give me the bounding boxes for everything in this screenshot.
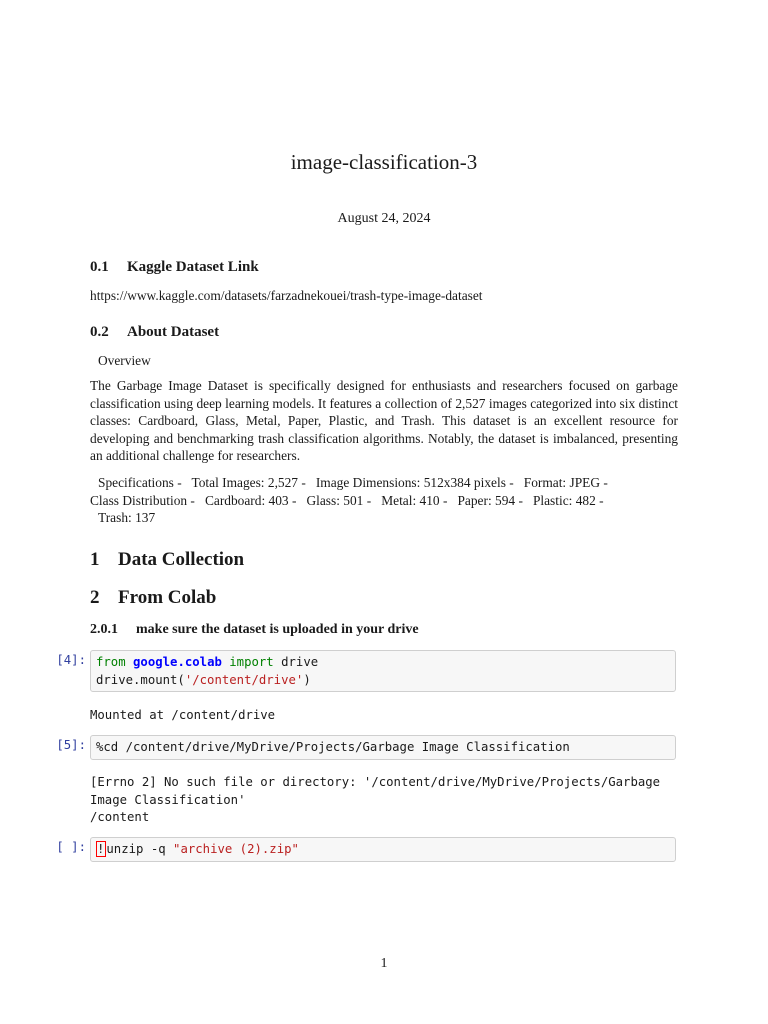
heading-data-collection xyxy=(90,549,244,571)
cell-prompt: [5]: xyxy=(56,738,86,752)
code-cell-unzip[interactable] xyxy=(90,837,676,862)
heading-upload-dataset xyxy=(90,622,419,638)
page-number: 1 xyxy=(380,956,388,971)
code-text: drive xyxy=(281,655,319,669)
heading-number: 1 xyxy=(90,549,100,570)
code-line: %cd /content/drive/MyDrive/Projects/Garbage Image Classification xyxy=(96,740,570,754)
keyword: import xyxy=(229,655,274,669)
overview-label: Overview xyxy=(98,353,151,368)
code-line xyxy=(96,653,670,671)
cell-output-path: /content xyxy=(90,810,150,824)
shell-bang: ! xyxy=(97,842,105,856)
string-literal: "archive (2).zip" xyxy=(173,842,299,856)
heading-text: About Dataset xyxy=(127,324,220,340)
cell-prompt: [4]: xyxy=(56,653,86,667)
kaggle-link[interactable]: https://www.kaggle.com/datasets/farzadnekouei/trash-type-image-dataset xyxy=(90,288,483,303)
keyword: from xyxy=(96,655,126,669)
heading-text: Data Collection xyxy=(118,549,245,570)
specs-line-2: Class Distribution - Cardboard: 403 - Glass: 501 - Metal: 410 - Paper: 594 - Plastic: 482 - xyxy=(90,493,604,508)
code-cell-cd[interactable] xyxy=(90,735,676,760)
specs-line-3: Trash: 137 xyxy=(98,510,156,525)
code-text: unzip -q xyxy=(106,842,174,856)
heading-text: make sure the dataset is uploaded in your drive xyxy=(136,622,419,637)
cell-output-error-line-2: Image Classification' xyxy=(90,793,246,807)
code-text: ) xyxy=(303,673,311,687)
code-line xyxy=(96,671,670,689)
module-name: google.colab xyxy=(133,655,222,669)
cell-output: Mounted at /content/drive xyxy=(90,708,276,722)
code-line xyxy=(96,840,670,858)
heading-number: 0.1 xyxy=(90,259,109,275)
heading-number: 0.2 xyxy=(90,324,109,340)
heading-number: 2.0.1 xyxy=(90,622,118,637)
heading-about-dataset xyxy=(90,324,219,341)
heading-text: Kaggle Dataset Link xyxy=(127,259,259,275)
string-literal: '/content/drive' xyxy=(184,673,304,687)
document-date: August 24, 2024 xyxy=(337,211,431,226)
dataset-description: The Garbage Image Dataset is specifically designed for enthusiasts and researchers focused on garbage classification using deep learning models. It features a collection of 2,527 images categorized into six distinct classes: Cardboard, Glass, Metal, Paper, Plastic, and Trash. This dataset is an excellent resource for developing and benchmarking trash classification algorithms. Notably, the dataset is imbalanced, presenting an additional challenge for researchers. xyxy=(90,378,678,464)
cell-output-error-line-1: [Errno 2] No such file or directory: '/content/drive/MyDrive/Projects/Garbage xyxy=(90,775,661,789)
document-title: image-classification-3 xyxy=(290,150,478,174)
specs-line-1: Specifications - Total Images: 2,527 - Image Dimensions: 512x384 pixels - Format: JPEG - xyxy=(98,475,608,490)
code-cell-drive-mount[interactable] xyxy=(90,650,676,692)
code-text: drive.mount( xyxy=(96,673,185,687)
heading-from-colab xyxy=(90,587,216,609)
heading-text: From Colab xyxy=(118,587,217,608)
heading-number: 2 xyxy=(90,587,100,608)
heading-kaggle-dataset-link xyxy=(90,259,259,276)
cell-prompt: [ ]: xyxy=(56,840,86,854)
